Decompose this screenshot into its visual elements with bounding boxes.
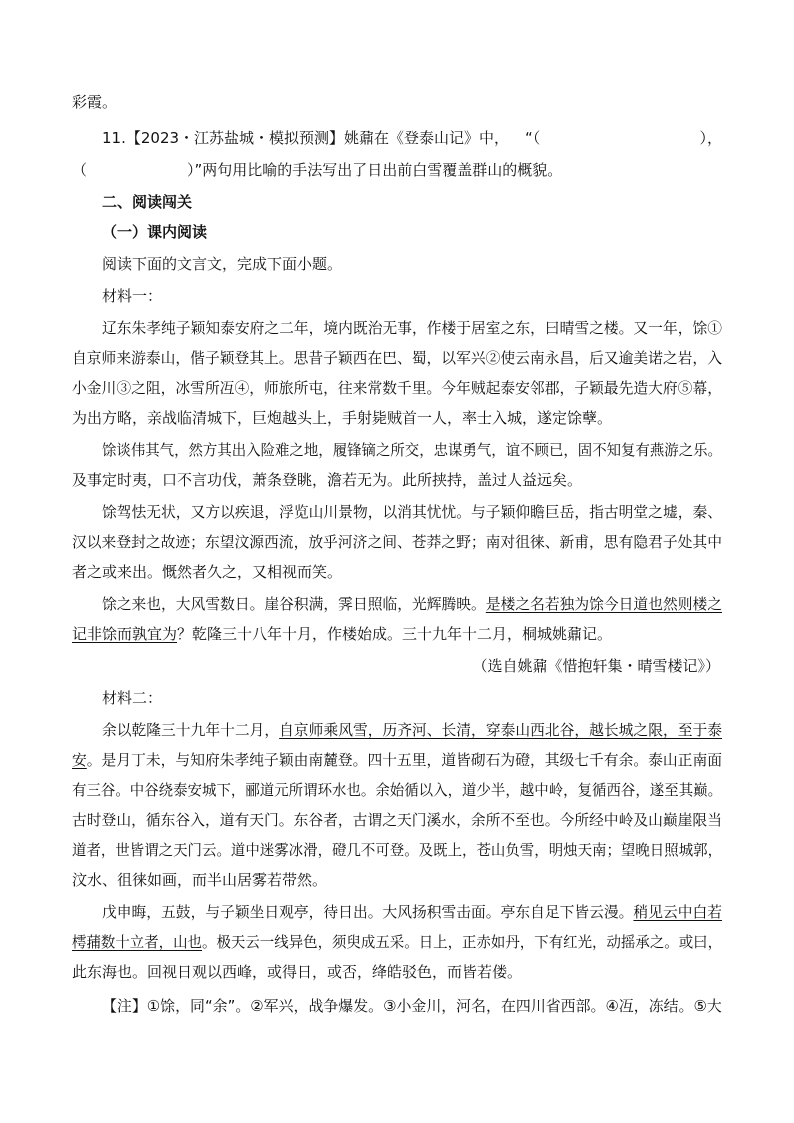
text-line [72, 932, 722, 952]
text-line: 馀驾怯无状，又方以疾退，浮览山川景物，以消其忧忧。与子颖仰瞻巨岳，指古明堂之墟，秦、 [102, 503, 722, 521]
text-line: 道者，世皆谓之天门云。道中迷雾冰滑，磴几不可登。及既上，苍山负雪，明烛天南；望晚日照城郭， [72, 841, 723, 859]
instruction: 阅读下面的文言文，完成下面小题。 [102, 255, 343, 273]
text-segment: 馀之来也，大风雪数日。崖谷积满，霁日照临，光辉腾映。 [102, 595, 486, 613]
text-line [72, 624, 612, 644]
text-line: 者之或来出。慨然者久之，又相视而笑。 [72, 563, 343, 581]
text-segment: 余以乾隆三十九年十二月， [102, 721, 280, 739]
source-citation: （选自姚鼐《惜抱轩集・晴雪楼记》） [472, 657, 720, 675]
material-2-label: 材料二： [102, 689, 163, 707]
blank-open-2: （ [72, 161, 88, 179]
text-line [72, 750, 722, 770]
text-line [102, 902, 722, 922]
text-line [102, 720, 722, 740]
underlined-sentence-end: 安 [72, 751, 87, 769]
question-11-line2 [72, 160, 562, 180]
underlined-sentence: 是楼之名若独为馀今日道也然则楼之 [485, 595, 723, 613]
text-line: 汉以来登封之故迹；东望汶源西流，放乎河济之间、苍莽之野；南对徂徕、新甫，思有隐君子处其中 [72, 533, 722, 551]
blank-close: ）， [699, 129, 722, 147]
blank-open: “（ [525, 129, 541, 147]
text-line: 汶水、徂徕如画，而半山居雾若带然。 [72, 871, 328, 889]
text-line: 辽东朱孝纯子颖知泰安府之二年，境内既治无事，作楼于居室之东，曰晴雪之楼。又一年，馀① [102, 319, 722, 337]
subsection-heading: （一）课内阅读 [102, 223, 208, 241]
text-line: 彩霞。 [72, 93, 118, 111]
material-1-label: 材料一： [102, 287, 163, 305]
text-line: 为出方略，亲战临清城下，巨炮越头上，手射毙贼首一人，率士入城，遂定馀孽。 [72, 409, 613, 427]
question-11-line1 [102, 128, 722, 148]
section-heading: 二、阅读闯关 [102, 193, 193, 211]
underlined-sentence: 自京师乘风雪，历齐河、长清，穿泰山西北谷，越长城之限，至于泰 [279, 721, 723, 739]
text-segment: ？乾隆三十八年十月，作楼始成。三十九年十二月，桐城姚鼐记。 [177, 625, 613, 643]
text-line: 有三谷。中谷绕泰安城下，郦道元所谓环水也。余始循以入，道少半，越中岭，复循西谷，遂至其巅。 [72, 781, 723, 799]
text-line: 自京师来游泰山，偕子颖登其上。思昔子颖西在巴、蜀，以军兴②使云南永昌，后又逾美诺之岩，入 [72, 349, 722, 367]
question-11-stem: 11.【2023・江苏盐城・模拟预测】姚鼐在《登泰山记》中， [102, 129, 510, 147]
text-line [102, 594, 722, 614]
underlined-sentence-end: 樗蒱数十立者，山也 [72, 933, 203, 951]
annotation-notes: 【注】①馀，同“余”。②军兴，战争爆发。③小金川，河名，在四川省西部。④冱，冻结。⑤大 [102, 997, 722, 1015]
text-line: 此东海也。回视日观以西峰，或得日，或否，绛皓驳色，而皆若偻。 [72, 963, 523, 981]
text-line: 古时登山，循东谷入，道有天门。东谷者，古谓之天门溪水，余所不至也。今所经中岭及山巅崖限当 [72, 811, 722, 829]
text-line: 馀谈伟其气，然方其出入险难之地，履锋镝之所交，忠谋勇气，谊不顾已，固不知复有燕游之乐。 [102, 441, 722, 459]
text-segment: 。极天云一线异色，须臾成五采。日上，正赤如丹，下有红光，动摇承之。或曰， [202, 933, 723, 951]
text-segment: 。是月丁未，与知府朱孝纯子颖由南麓登。四十五里，道皆砌石为磴，其级七千有余。泰山正南面 [86, 751, 722, 769]
text-line: 及事定时夷，口不言功伐，萧条登眺，澹若无为。此所挟持，盖过人益远矣。 [72, 471, 583, 489]
underlined-sentence-end: 记非馀而孰宜为 [72, 625, 178, 643]
question-11-tail: ）”两句用比喻的手法写出了日出前白雪覆盖群山的概貌。 [187, 161, 563, 179]
text-segment: 戊申晦，五鼓，与子颖坐日观亭，待日出。大风扬积雪击面。亭东自足下皆云漫。 [102, 903, 634, 921]
text-line: 小金川③之阻，冰雪所冱④，师旅所屯，往来常数千里。今年贼起泰安邻郡，子颖最先造大府⑤幕， [72, 379, 722, 397]
underlined-sentence: 稍见云中白若 [633, 903, 723, 921]
